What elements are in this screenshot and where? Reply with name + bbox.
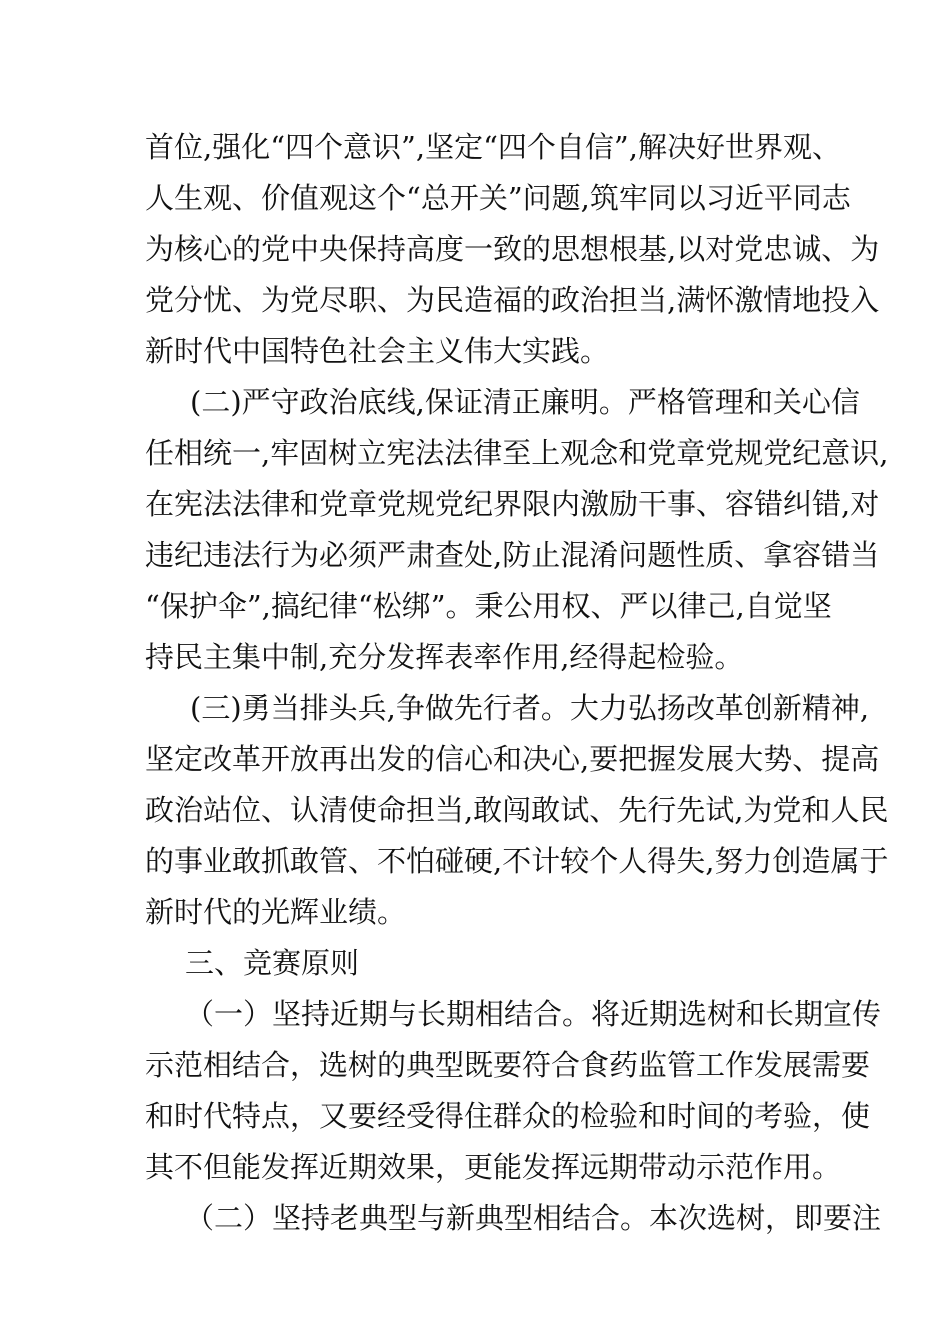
text-line-16: 新时代的光辉业绩。: [145, 895, 407, 929]
text-line-3: 为核心的党中央保持高度一致的思想根基,以对党忠诚、为: [145, 232, 880, 266]
text-line-11: 持民主集中制,充分发挥表率作用,经得起检验。: [145, 640, 744, 674]
text-line-10: “保护伞”,搞纪律“松绑”。秉公用权、严以律己,自觉坚: [145, 589, 832, 623]
text-line-7: 任相统一,牢固树立宪法法律至上观念和党章党规党纪意识,: [145, 436, 889, 470]
text-line-12: (三)勇当排头兵,争做先行者。大力弘扬改革创新精神,: [190, 691, 870, 725]
text-line-18: （一）坚持近期与长期相结合。将近期选树和长期宣传: [185, 997, 882, 1031]
text-line-22: （二）坚持老典型与新典型相结合。本次选树，即要注: [185, 1201, 882, 1235]
text-line-13: 坚定改革开放再出发的信心和决心,要把握发展大势、提高: [145, 742, 880, 776]
text-line-5: 新时代中国特色社会主义伟大实践。: [145, 334, 610, 368]
text-line-15: 的事业敢抓敢管、不怕碰硬,不计较个人得失,努力创造属于: [145, 844, 889, 878]
text-line-20: 和时代特点，又要经受得住群众的检验和时间的考验，使: [145, 1099, 871, 1133]
text-line-19: 示范相结合，选树的典型既要符合食药监管工作发展需要: [145, 1048, 871, 1082]
text-line-8: 在宪法法律和党章党规党纪界限内激励干事、容错纠错,对: [145, 487, 880, 521]
text-line-6: (二)严守政治底线,保证清正廉明。严格管理和关心信: [190, 385, 860, 419]
text-line-1: 首位,强化“四个意识”,坚定“四个自信”,解决好世界观、: [145, 130, 841, 164]
text-line-14: 政治站位、认清使命担当,敢闯敢试、先行先试,为党和人民: [145, 793, 889, 827]
text-line-4: 党分忧、为党尽职、为民造福的政治担当,满怀激情地投入: [145, 283, 880, 317]
text-line-9: 违纪违法行为必须严肃查处,防止混淆问题性质、拿容错当: [145, 538, 880, 572]
section-heading: 三、竞赛原则: [185, 946, 360, 980]
text-line-2: 人生观、价值观这个“总开关”问题,筑牢同以习近平同志: [145, 181, 851, 215]
text-line-21: 其不但能发挥近期效果，更能发挥远期带动示范作用。: [145, 1150, 842, 1184]
